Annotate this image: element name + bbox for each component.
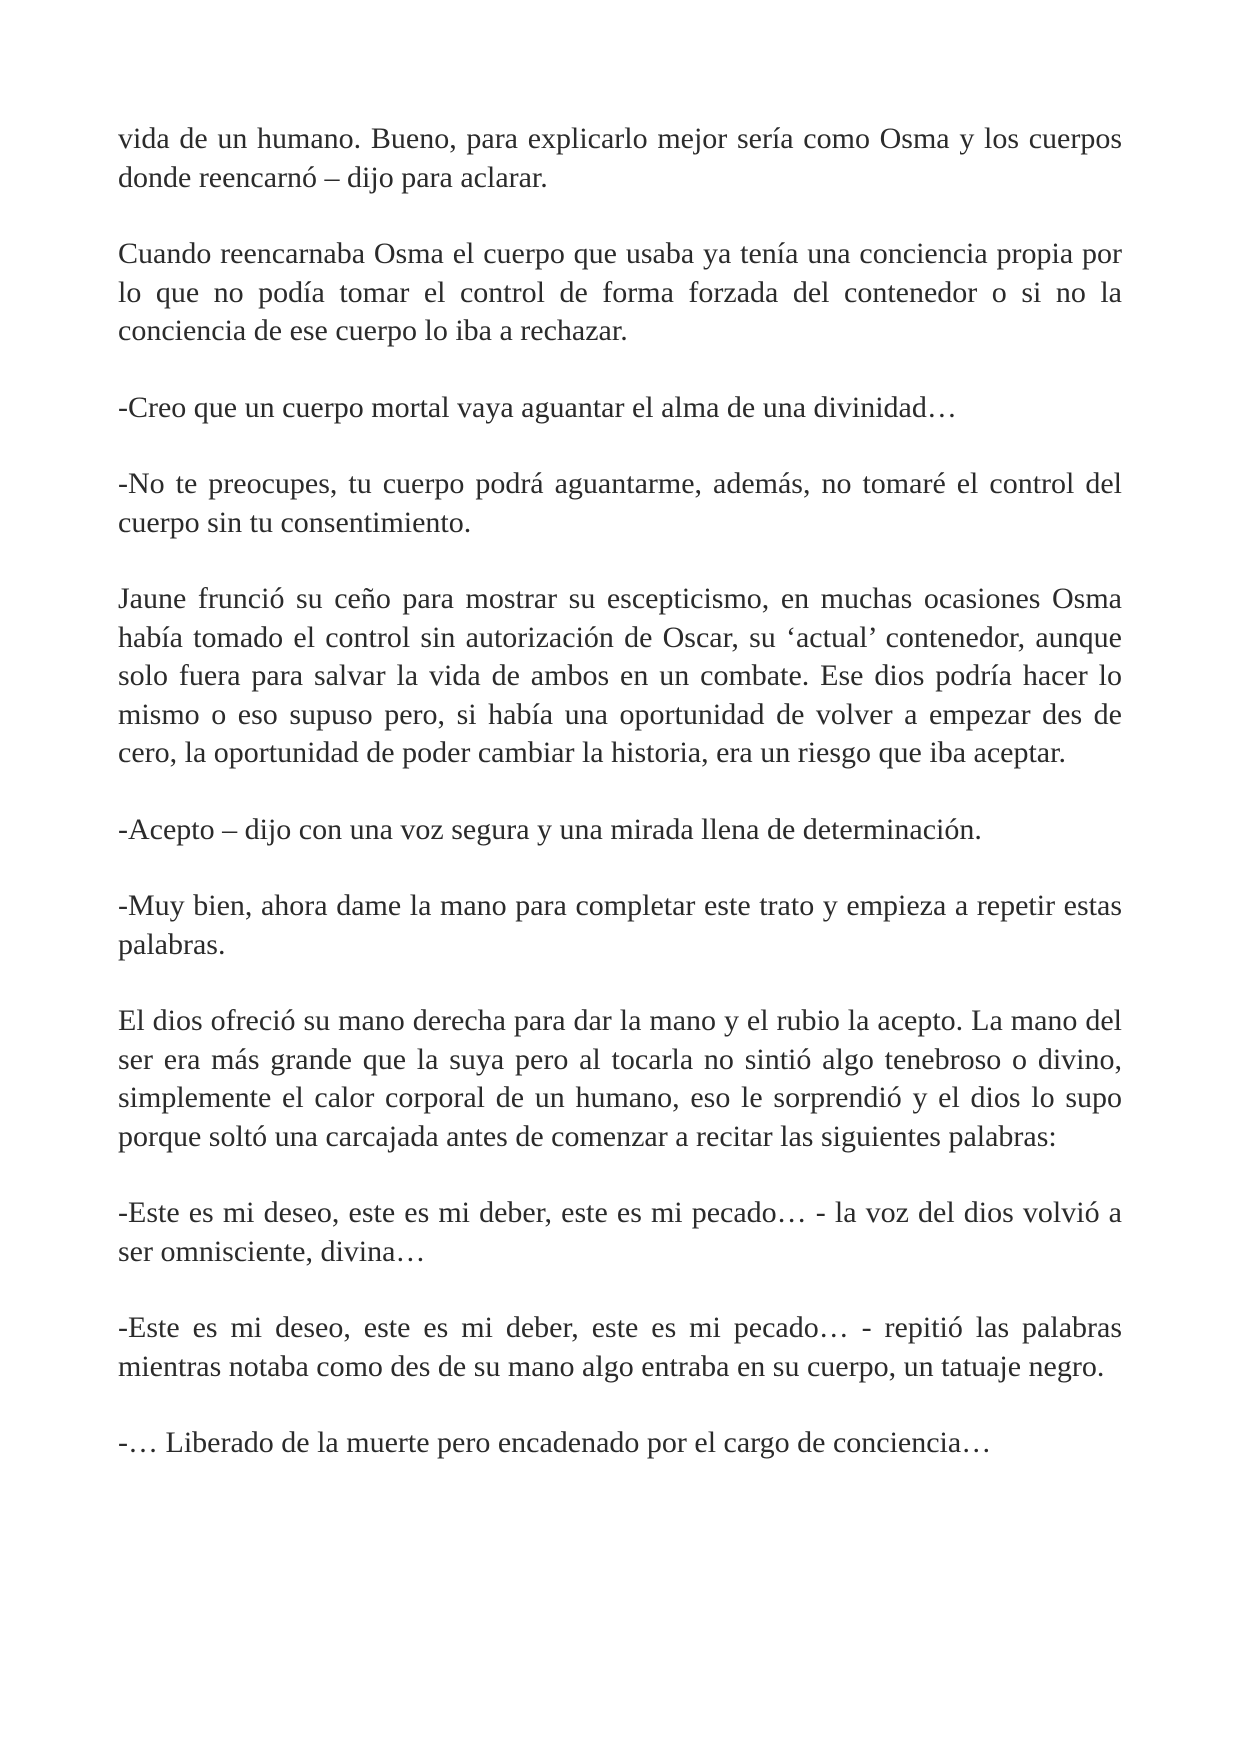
paragraph: -Creo que un cuerpo mortal vaya aguantar el alma de una divinidad…	[118, 390, 957, 424]
paragraph: -… Liberado de la muerte pero encadenado por el cargo de conciencia…	[118, 1426, 992, 1459]
paragraph: -Este es mi deseo, este es mi deber, este es mi pecado… - repitió las palabras mientras notaba como des de su mano algo entraba en su cuerpo, un tatuaje negro.	[118, 1311, 1122, 1383]
paragraph: -No te preocupes, tu cuerpo podrá aguantarme, además, no tomaré el control del cuerpo sin tu consentimiento.	[118, 467, 1122, 539]
paragraph: El dios ofreció su mano derecha para dar la mano y el rubio la acepto. La mano del ser era más grande que la suya pero al tocarla no sintió algo tenebroso o divino, simplemente el calor corporal de un humano, eso le sorprendió y el dios lo supo porque soltó una carcajada antes de comenzar a recitar las siguientes palabras:	[118, 1004, 1122, 1153]
paragraph: -Muy bien, ahora dame la mano para completar este trato y empieza a repetir estas palabras.	[118, 889, 1122, 961]
body-text	[118, 120, 1122, 1501]
paragraph: -Este es mi deseo, este es mi deber, este es mi pecado… - la voz del dios volvió a ser omnisciente, divina…	[118, 1196, 1122, 1268]
paragraph: -Acepto – dijo con una voz segura y una mirada llena de determinación.	[118, 812, 982, 846]
paragraph: vida de un humano. Bueno, para explicarlo mejor sería como Osma y los cuerpos donde reencarnó – dijo para aclarar.	[118, 122, 1122, 194]
paragraph: Cuando reencarnaba Osma el cuerpo que usaba ya tenía una conciencia propia por lo que no podía tomar el control de forma forzada del contenedor o si no la conciencia de ese cuerpo lo iba a rechazar.	[118, 237, 1122, 347]
paragraph: Jaune frunció su ceño para mostrar su escepticismo, en muchas ocasiones Osma había tomado el control sin autorización de Oscar, su ‘actual’ contenedor, aunque solo fuera para salvar la vida de ambos en un combate. Ese dios podría hacer lo mismo o eso supuso pero, si había una oportunidad de volver a empezar des de cero, la oportunidad de poder cambiar la historia, era un riesgo que iba aceptar.	[118, 582, 1122, 769]
